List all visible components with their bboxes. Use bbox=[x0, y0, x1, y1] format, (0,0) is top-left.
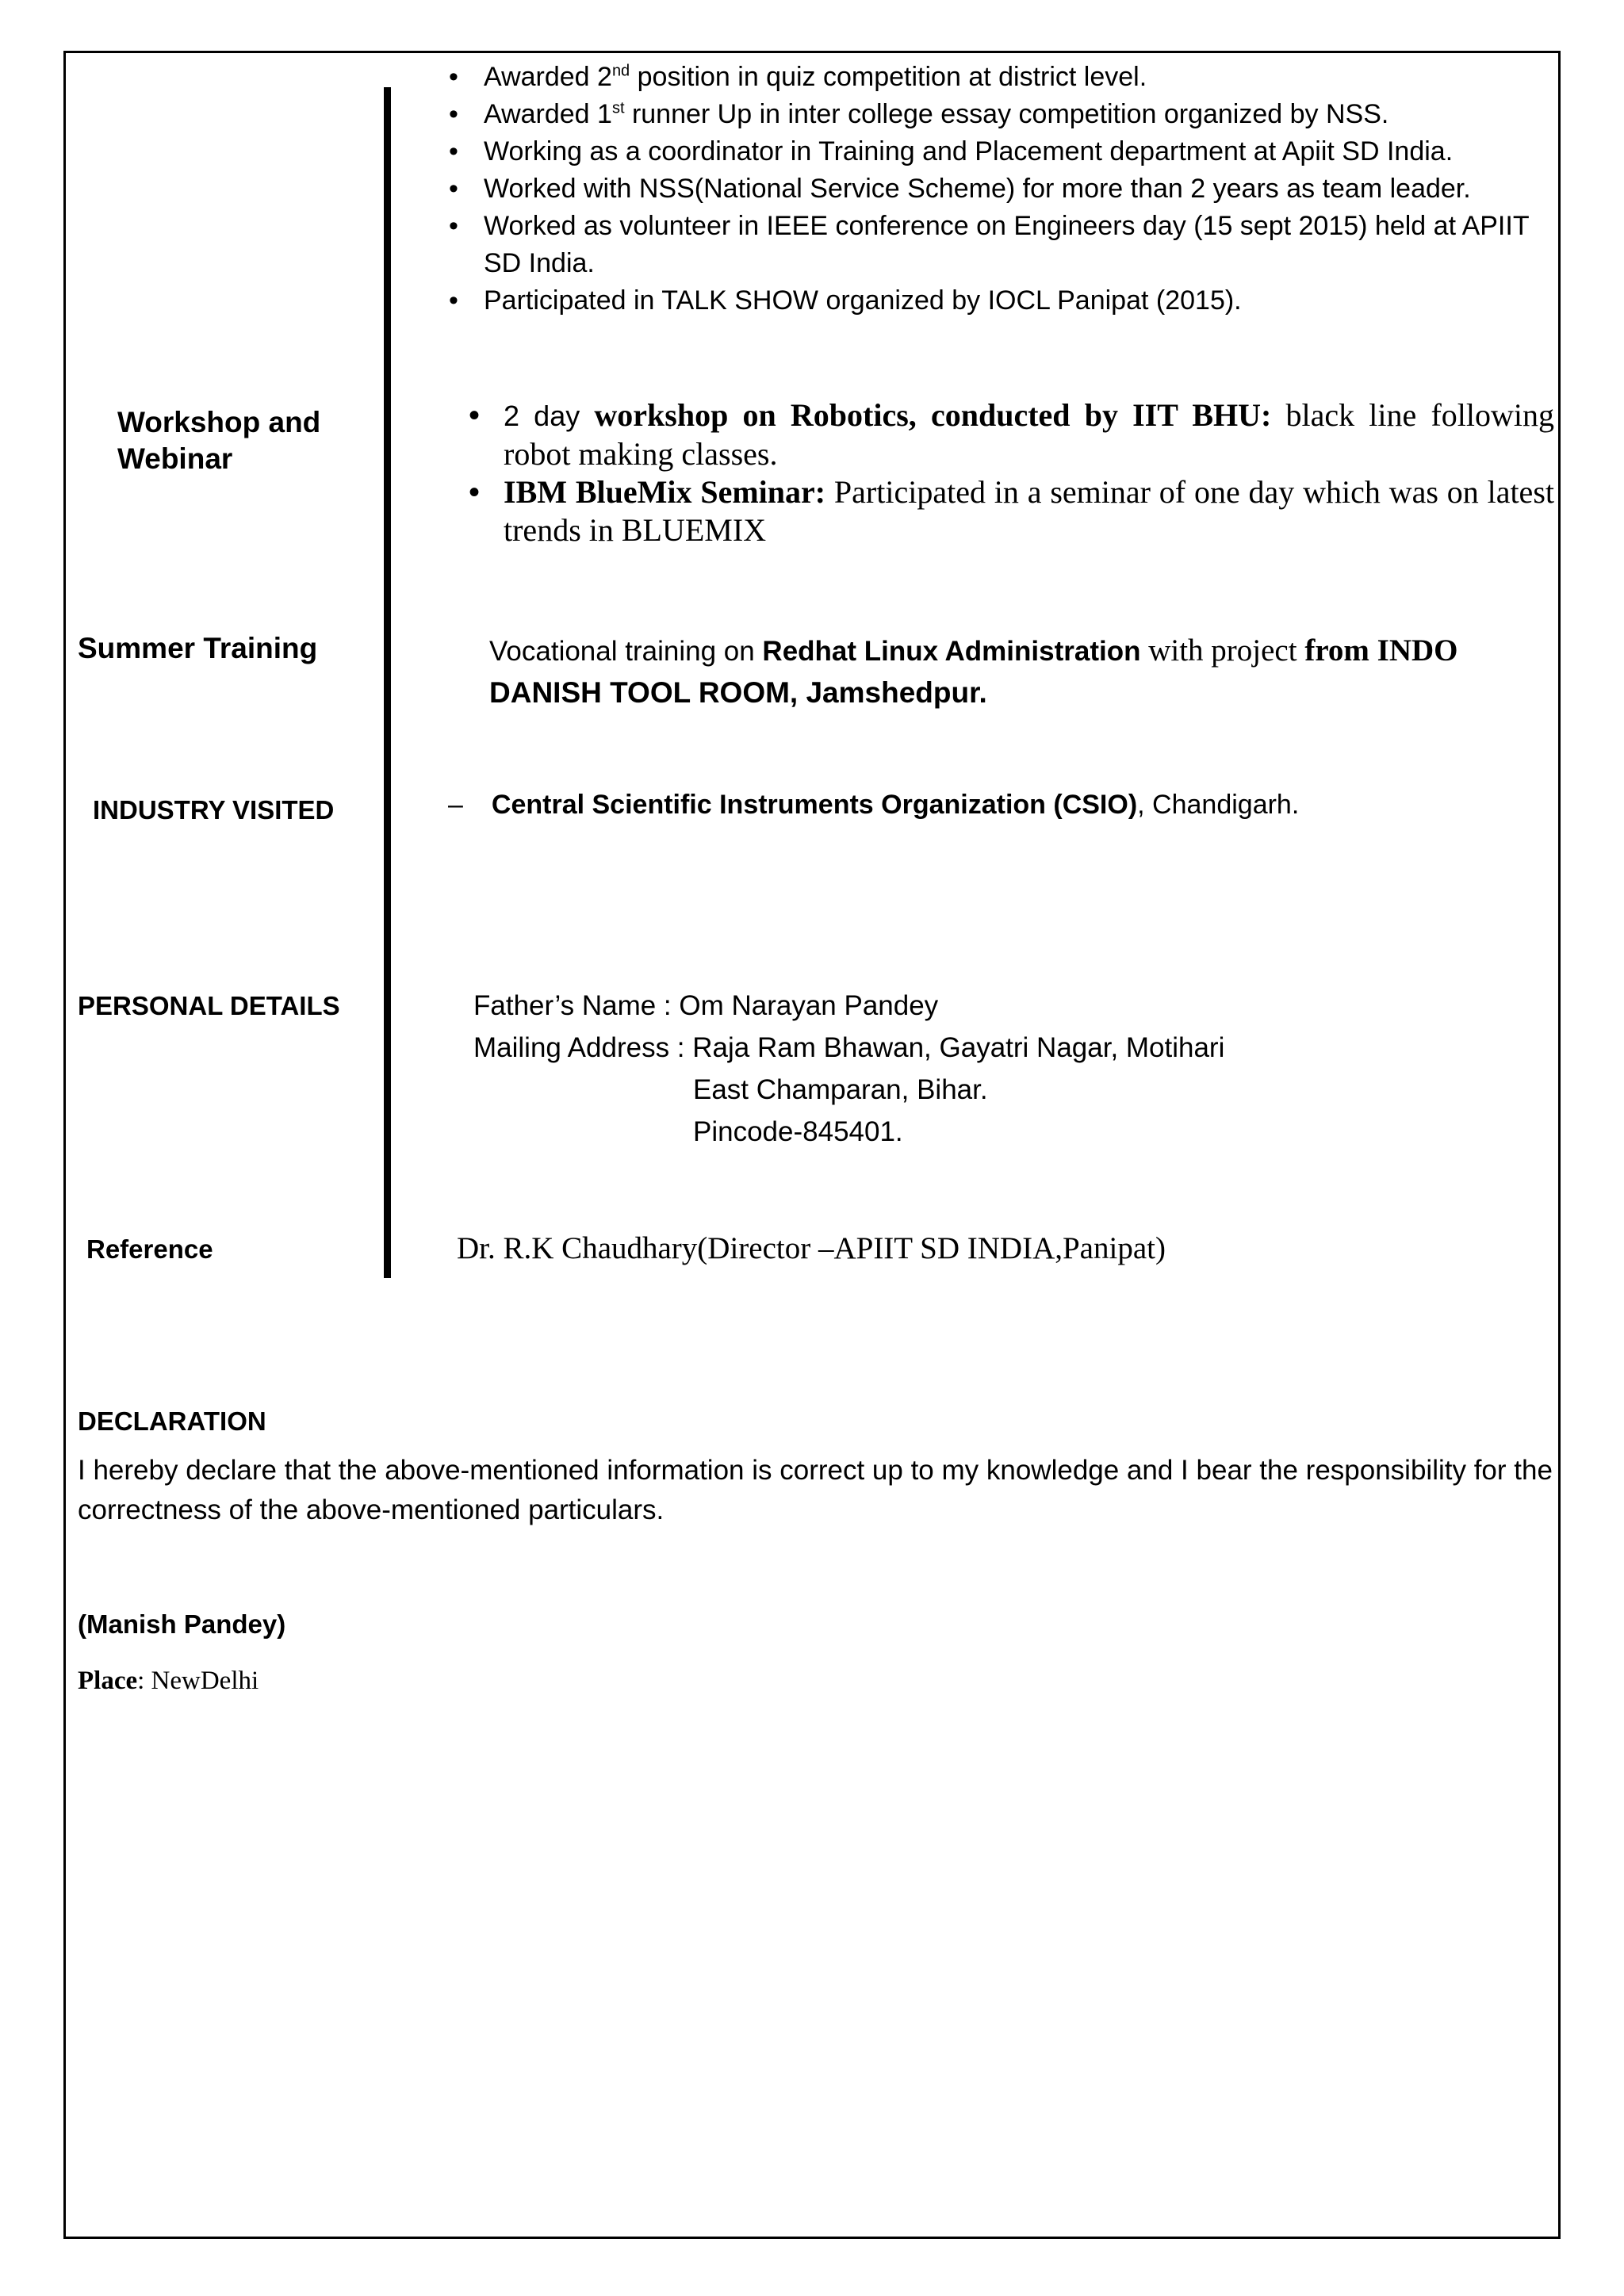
list-item: • Worked as volunteer in IEEE conference on Engineers day (15 sept 2015) held at APIIT SD India. bbox=[444, 208, 1554, 282]
workshop-label: Workshop and Webinar bbox=[117, 406, 321, 475]
father-name-row: Father’s Name : Om Narayan Pandey bbox=[473, 990, 939, 1021]
workshop-list bbox=[464, 396, 1554, 549]
industry-visited-text: – Central Scientific Instruments Organization (CSIO), Chandigarh. bbox=[448, 790, 1300, 820]
place-line: Place: NewDelhi bbox=[78, 1667, 259, 1695]
list-item: • Awarded 1st runner Up in inter college essay competition organized by NSS. bbox=[444, 96, 1554, 133]
bullet-icon: • bbox=[469, 475, 481, 510]
achievements-list bbox=[444, 59, 1554, 320]
reference-label: Reference bbox=[86, 1234, 213, 1264]
section-divider-line bbox=[384, 87, 391, 1278]
list-item: • Worked with NSS(National Service Scheme) for more than 2 years as team leader. bbox=[444, 170, 1554, 208]
list-item: • Working as a coordinator in Training and Placement department at Apiit SD India. bbox=[444, 133, 1554, 170]
bullet-icon: • bbox=[449, 99, 458, 129]
bullet-icon: • bbox=[449, 211, 458, 241]
bullet-icon: • bbox=[449, 285, 458, 316]
personal-details-label: PERSONAL DETAILS bbox=[78, 991, 340, 1020]
reference-text: Dr. R.K Chaudhary(Director –APIIT SD INDIA,Panipat) bbox=[457, 1231, 1166, 1265]
bullet-icon: • bbox=[449, 174, 458, 204]
list-item: • Awarded 2nd position in quiz competition at district level. bbox=[444, 59, 1554, 96]
mailing-address-row: Mailing Address : Raja Ram Bhawan, Gayatri Nagar, Motihari bbox=[473, 1032, 1225, 1063]
declaration-heading: DECLARATION bbox=[78, 1406, 266, 1436]
list-item: • 2 day workshop on Robotics, conducted by IIT BHU: black line following robot making classes. bbox=[469, 397, 1554, 472]
declaration-text: I hereby declare that the above-mentioned information is correct up to my knowledge and I bear the responsibility for the correctness of the above-mentioned particulars. bbox=[78, 1455, 1553, 1525]
address-line: Pincode-845401. bbox=[693, 1116, 903, 1147]
dash-icon: – bbox=[448, 790, 463, 820]
bullet-icon: • bbox=[449, 62, 458, 92]
list-item: • IBM BlueMix Seminar: Participated in a seminar of one day which was on latest trends in BLUEMIX bbox=[469, 474, 1554, 548]
signature-name: (Manish Pandey) bbox=[78, 1609, 286, 1639]
bullet-icon: • bbox=[449, 136, 458, 166]
address-line: East Champaran, Bihar. bbox=[693, 1074, 988, 1105]
summer-training-label: Summer Training bbox=[78, 632, 318, 664]
bullet-icon: • bbox=[469, 398, 481, 433]
list-item: • Participated in TALK SHOW organized by IOCL Panipat (2015). bbox=[444, 282, 1554, 320]
summer-training-text: Vocational training on Redhat Linux Administration with project from INDO DANISH TOOL ROOM, Jamshedpur. bbox=[489, 633, 1458, 709]
industry-visited-label: INDUSTRY VISITED bbox=[93, 795, 335, 825]
